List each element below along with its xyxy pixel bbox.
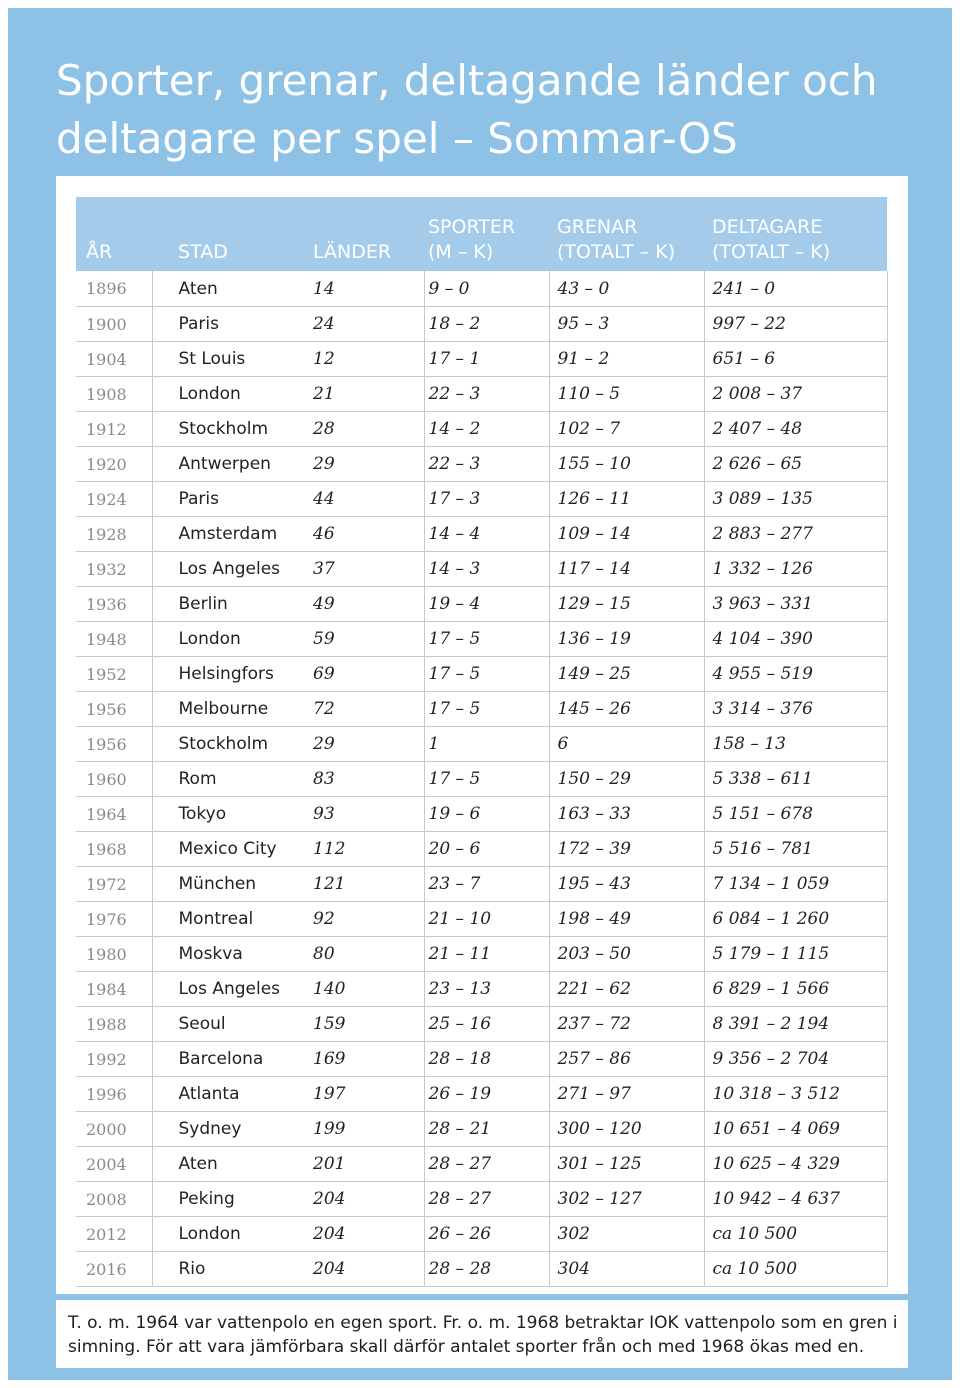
table-row <box>76 342 887 377</box>
events-cell: 203 – 50 <box>549 937 704 972</box>
countries-cell: 24 <box>305 307 424 342</box>
city-cell: Antwerpen <box>152 447 305 482</box>
sports-cell: 23 – 7 <box>424 867 549 902</box>
header-sports-line1: SPORTER <box>428 216 516 238</box>
table-row <box>76 1147 887 1182</box>
countries-cell: 121 <box>305 867 424 902</box>
countries-cell: 37 <box>305 552 424 587</box>
year-cell: 2004 <box>76 1147 152 1182</box>
events-cell: 150 – 29 <box>549 762 704 797</box>
city-cell: Montreal <box>152 902 305 937</box>
participants-cell: 2 626 – 65 <box>704 447 887 482</box>
city-cell: Los Angeles <box>152 972 305 1007</box>
year-cell: 1904 <box>76 342 152 377</box>
sports-cell: 25 – 16 <box>424 1007 549 1042</box>
events-cell: 300 – 120 <box>549 1112 704 1147</box>
header-participants-line1: DELTAGARE <box>712 216 823 238</box>
participants-cell: 3 963 – 331 <box>704 587 887 622</box>
sports-cell: 14 – 4 <box>424 517 549 552</box>
sports-cell: 22 – 3 <box>424 447 549 482</box>
countries-cell: 199 <box>305 1112 424 1147</box>
countries-cell: 49 <box>305 587 424 622</box>
events-cell: 91 – 2 <box>549 342 704 377</box>
events-cell: 302 <box>549 1217 704 1252</box>
header-events-line2: (TOTALT – K) <box>557 241 676 263</box>
sports-cell: 14 – 2 <box>424 412 549 447</box>
year-cell: 1956 <box>76 727 152 762</box>
year-cell: 1900 <box>76 307 152 342</box>
table-row <box>76 1007 887 1042</box>
table-body <box>76 271 887 1287</box>
countries-cell: 169 <box>305 1042 424 1077</box>
sports-cell: 26 – 19 <box>424 1077 549 1112</box>
participants-cell: ca 10 500 <box>704 1217 887 1252</box>
countries-cell: 83 <box>305 762 424 797</box>
sports-cell: 9 – 0 <box>424 271 549 307</box>
table-row <box>76 271 887 307</box>
events-cell: 102 – 7 <box>549 412 704 447</box>
year-cell: 1992 <box>76 1042 152 1077</box>
table-row <box>76 1182 887 1217</box>
events-cell: 145 – 26 <box>549 692 704 727</box>
year-cell: 2012 <box>76 1217 152 1252</box>
city-cell: London <box>152 622 305 657</box>
city-cell: Seoul <box>152 1007 305 1042</box>
year-cell: 1936 <box>76 587 152 622</box>
participants-cell: 651 – 6 <box>704 342 887 377</box>
events-cell: 198 – 49 <box>549 902 704 937</box>
table-row <box>76 797 887 832</box>
participants-cell: 4 104 – 390 <box>704 622 887 657</box>
city-cell: Amsterdam <box>152 517 305 552</box>
table-row <box>76 447 887 482</box>
table-row <box>76 1077 887 1112</box>
title-line-2: deltagare per spel – Sommar-OS <box>56 114 738 163</box>
events-cell: 117 – 14 <box>549 552 704 587</box>
countries-cell: 197 <box>305 1077 424 1112</box>
header-events-line1: GRENAR <box>557 216 638 238</box>
city-cell: St Louis <box>152 342 305 377</box>
events-cell: 110 – 5 <box>549 377 704 412</box>
city-cell: Melbourne <box>152 692 305 727</box>
table-row <box>76 587 887 622</box>
events-cell: 195 – 43 <box>549 867 704 902</box>
events-cell: 43 – 0 <box>549 271 704 307</box>
city-cell: London <box>152 1217 305 1252</box>
footnote: T. o. m. 1964 var vattenpolo en egen sport. Fr. o. m. 1968 betraktar IOK vattenpolo som en gren i simning. För att vara jämförbara skall därför antalet sporter från och med 1968 ökas med en. <box>68 1313 898 1357</box>
city-cell: Rom <box>152 762 305 797</box>
city-cell: Atlanta <box>152 1077 305 1112</box>
sports-cell: 28 – 28 <box>424 1252 549 1287</box>
sports-cell: 17 – 5 <box>424 762 549 797</box>
year-cell: 1912 <box>76 412 152 447</box>
table-row <box>76 517 887 552</box>
year-cell: 1964 <box>76 797 152 832</box>
sports-cell: 22 – 3 <box>424 377 549 412</box>
participants-cell: 10 651 – 4 069 <box>704 1112 887 1147</box>
countries-cell: 29 <box>305 447 424 482</box>
city-cell: Stockholm <box>152 727 305 762</box>
participants-cell: 6 829 – 1 566 <box>704 972 887 1007</box>
events-cell: 302 – 127 <box>549 1182 704 1217</box>
countries-cell: 21 <box>305 377 424 412</box>
year-cell: 1972 <box>76 867 152 902</box>
countries-cell: 80 <box>305 937 424 972</box>
header-participants <box>704 197 887 271</box>
table-row <box>76 1042 887 1077</box>
sports-cell: 19 – 6 <box>424 797 549 832</box>
sports-cell: 20 – 6 <box>424 832 549 867</box>
countries-cell: 112 <box>305 832 424 867</box>
sports-cell: 28 – 27 <box>424 1147 549 1182</box>
city-cell: Moskva <box>152 937 305 972</box>
sports-cell: 28 – 27 <box>424 1182 549 1217</box>
title-line-1: Sporter, grenar, deltagande länder och <box>56 56 878 105</box>
table-row <box>76 902 887 937</box>
countries-cell: 46 <box>305 517 424 552</box>
countries-cell: 28 <box>305 412 424 447</box>
participants-cell: ca 10 500 <box>704 1252 887 1287</box>
countries-cell: 204 <box>305 1252 424 1287</box>
header-events <box>549 197 704 271</box>
participants-cell: 10 318 – 3 512 <box>704 1077 887 1112</box>
city-cell: Berlin <box>152 587 305 622</box>
participants-cell: 5 338 – 611 <box>704 762 887 797</box>
header-city: STAD <box>152 197 305 271</box>
events-cell: 109 – 14 <box>549 517 704 552</box>
events-cell: 155 – 10 <box>549 447 704 482</box>
table-row <box>76 832 887 867</box>
participants-cell: 9 356 – 2 704 <box>704 1042 887 1077</box>
year-cell: 1920 <box>76 447 152 482</box>
events-cell: 221 – 62 <box>549 972 704 1007</box>
participants-cell: 3 089 – 135 <box>704 482 887 517</box>
header-countries: LÄNDER <box>305 197 424 271</box>
city-cell: Rio <box>152 1252 305 1287</box>
year-cell: 2016 <box>76 1252 152 1287</box>
year-cell: 1980 <box>76 937 152 972</box>
countries-cell: 44 <box>305 482 424 517</box>
events-cell: 301 – 125 <box>549 1147 704 1182</box>
header-sports <box>424 197 549 271</box>
year-cell: 1968 <box>76 832 152 867</box>
countries-cell: 201 <box>305 1147 424 1182</box>
participants-cell: 6 084 – 1 260 <box>704 902 887 937</box>
table-row <box>76 482 887 517</box>
sports-cell: 21 – 10 <box>424 902 549 937</box>
participants-cell: 2 008 – 37 <box>704 377 887 412</box>
countries-cell: 140 <box>305 972 424 1007</box>
sports-cell: 19 – 4 <box>424 587 549 622</box>
events-cell: 257 – 86 <box>549 1042 704 1077</box>
participants-cell: 3 314 – 376 <box>704 692 887 727</box>
participants-cell: 1 332 – 126 <box>704 552 887 587</box>
events-cell: 95 – 3 <box>549 307 704 342</box>
table-header-row <box>76 197 887 271</box>
header-sports-line2: (M – K) <box>428 241 494 263</box>
participants-cell: 2 407 – 48 <box>704 412 887 447</box>
participants-cell: 10 625 – 4 329 <box>704 1147 887 1182</box>
participants-cell: 5 151 – 678 <box>704 797 887 832</box>
participants-cell: 10 942 – 4 637 <box>704 1182 887 1217</box>
sports-cell: 28 – 21 <box>424 1112 549 1147</box>
table-row <box>76 377 887 412</box>
city-cell: London <box>152 377 305 412</box>
year-cell: 1988 <box>76 1007 152 1042</box>
events-cell: 149 – 25 <box>549 657 704 692</box>
table-row <box>76 1112 887 1147</box>
countries-cell: 204 <box>305 1217 424 1252</box>
events-cell: 271 – 97 <box>549 1077 704 1112</box>
year-cell: 1984 <box>76 972 152 1007</box>
events-cell: 136 – 19 <box>549 622 704 657</box>
table-row <box>76 622 887 657</box>
year-cell: 1948 <box>76 622 152 657</box>
sports-cell: 17 – 1 <box>424 342 549 377</box>
table-row <box>76 727 887 762</box>
table-row <box>76 1217 887 1252</box>
events-cell: 304 <box>549 1252 704 1287</box>
table-row <box>76 412 887 447</box>
city-cell: Los Angeles <box>152 552 305 587</box>
sports-cell: 28 – 18 <box>424 1042 549 1077</box>
city-cell: Aten <box>152 1147 305 1182</box>
countries-cell: 92 <box>305 902 424 937</box>
year-cell: 1996 <box>76 1077 152 1112</box>
events-cell: 172 – 39 <box>549 832 704 867</box>
countries-cell: 72 <box>305 692 424 727</box>
countries-cell: 204 <box>305 1182 424 1217</box>
year-cell: 1932 <box>76 552 152 587</box>
participants-cell: 241 – 0 <box>704 271 887 307</box>
table-row <box>76 692 887 727</box>
sports-cell: 14 – 3 <box>424 552 549 587</box>
events-cell: 237 – 72 <box>549 1007 704 1042</box>
olympics-table <box>76 197 888 1287</box>
city-cell: Aten <box>152 271 305 307</box>
sports-cell: 17 – 5 <box>424 622 549 657</box>
events-cell: 129 – 15 <box>549 587 704 622</box>
sports-cell: 17 – 5 <box>424 657 549 692</box>
city-cell: München <box>152 867 305 902</box>
header-participants-line2: (TOTALT – K) <box>712 241 831 263</box>
participants-cell: 158 – 13 <box>704 727 887 762</box>
city-cell: Peking <box>152 1182 305 1217</box>
page-title <box>56 52 916 168</box>
sports-cell: 26 – 26 <box>424 1217 549 1252</box>
sports-cell: 23 – 13 <box>424 972 549 1007</box>
events-cell: 163 – 33 <box>549 797 704 832</box>
table-row <box>76 762 887 797</box>
year-cell: 1908 <box>76 377 152 412</box>
countries-cell: 12 <box>305 342 424 377</box>
table-row <box>76 657 887 692</box>
city-cell: Sydney <box>152 1112 305 1147</box>
sports-cell: 1 <box>424 727 549 762</box>
countries-cell: 69 <box>305 657 424 692</box>
sports-cell: 17 – 5 <box>424 692 549 727</box>
participants-cell: 5 516 – 781 <box>704 832 887 867</box>
city-cell: Paris <box>152 482 305 517</box>
header-year: ÅR <box>76 197 152 271</box>
participants-cell: 7 134 – 1 059 <box>704 867 887 902</box>
city-cell: Barcelona <box>152 1042 305 1077</box>
year-cell: 2008 <box>76 1182 152 1217</box>
countries-cell: 93 <box>305 797 424 832</box>
city-cell: Mexico City <box>152 832 305 867</box>
city-cell: Tokyo <box>152 797 305 832</box>
sports-cell: 18 – 2 <box>424 307 549 342</box>
participants-cell: 8 391 – 2 194 <box>704 1007 887 1042</box>
year-cell: 1924 <box>76 482 152 517</box>
participants-cell: 997 – 22 <box>704 307 887 342</box>
year-cell: 1976 <box>76 902 152 937</box>
participants-cell: 2 883 – 277 <box>704 517 887 552</box>
countries-cell: 159 <box>305 1007 424 1042</box>
year-cell: 1952 <box>76 657 152 692</box>
year-cell: 2000 <box>76 1112 152 1147</box>
events-cell: 6 <box>549 727 704 762</box>
participants-cell: 4 955 – 519 <box>704 657 887 692</box>
year-cell: 1956 <box>76 692 152 727</box>
year-cell: 1896 <box>76 271 152 307</box>
events-cell: 126 – 11 <box>549 482 704 517</box>
table-row <box>76 307 887 342</box>
city-cell: Paris <box>152 307 305 342</box>
table-row <box>76 867 887 902</box>
countries-cell: 29 <box>305 727 424 762</box>
year-cell: 1928 <box>76 517 152 552</box>
countries-cell: 59 <box>305 622 424 657</box>
city-cell: Helsingfors <box>152 657 305 692</box>
city-cell: Stockholm <box>152 412 305 447</box>
sports-cell: 21 – 11 <box>424 937 549 972</box>
table-row <box>76 1252 887 1287</box>
year-cell: 1960 <box>76 762 152 797</box>
sports-cell: 17 – 3 <box>424 482 549 517</box>
participants-cell: 5 179 – 1 115 <box>704 937 887 972</box>
table-row <box>76 972 887 1007</box>
table-row <box>76 552 887 587</box>
countries-cell: 14 <box>305 271 424 307</box>
table-row <box>76 937 887 972</box>
